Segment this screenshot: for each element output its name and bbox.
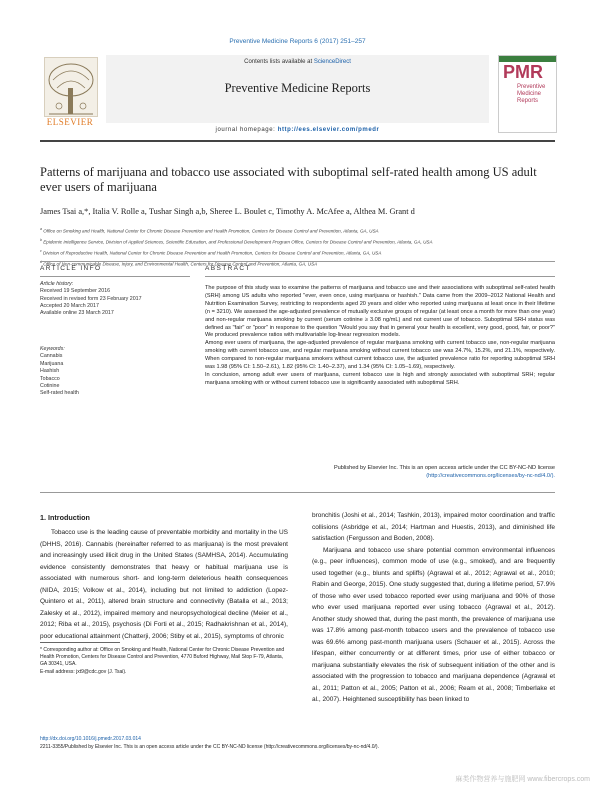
header-rule	[40, 140, 555, 142]
article-title: Patterns of marijuana and tobacco use associated with suboptimal self-rated health among US adult ever users of marijuana	[40, 165, 537, 194]
footer-license: 2211-3355/Published by Elsevier Inc. This is an open access article under the CC BY-NC-ND license (http://creativecommons.org/licenses/by-nc-nd/4.0/).	[40, 744, 379, 750]
cover-logo: PMR	[503, 62, 543, 82]
contents-prefix: Contents lists available at	[244, 59, 314, 65]
elsevier-logo[interactable]	[40, 55, 100, 131]
journal-header-box	[106, 55, 489, 123]
affiliation-mark: d	[40, 260, 42, 265]
keywords-list	[40, 346, 190, 398]
author-list: James Tsai a,*, Italia V. Rolle a, Tushar Singh a,b, Sheree L. Boulet c, Timothy A. McAfee a, Althea M. Grant d	[40, 207, 415, 216]
affiliation-mark: b	[40, 238, 42, 243]
cover-title-line: Medicine	[517, 91, 542, 97]
affiliation-text: Office of Non-communicable Disease, Injury, and Environmental Health, Centers for Disease Control and Prevention, Atlanta, GA, USA	[43, 261, 318, 267]
body-rule	[40, 492, 555, 493]
homepage-prefix: journal homepage:	[215, 127, 278, 133]
cover-title-line: Reports	[517, 98, 539, 104]
affiliation-mark: c	[40, 249, 42, 254]
history-heading: Article history:	[40, 281, 74, 287]
history-item: Received 19 September 2016	[40, 288, 111, 295]
journal-header	[40, 55, 555, 135]
keywords-heading: Keywords:	[40, 346, 65, 352]
page-footer	[40, 735, 555, 751]
cover-title-line: Preventive	[517, 84, 546, 90]
homepage-line	[106, 127, 489, 133]
body-column-right	[312, 510, 555, 706]
article-info-rule	[40, 276, 190, 277]
cover-title	[517, 84, 545, 105]
body-paragraph: Marijuana and tobacco use share potential common environmental influences (e.g., peer influences), common mode of use (e.g., smoked), and are frequently used together (e.g., blunts and spliffs) (Agrawal et al., 2012; Agrawal et al., 2010; Rabin and George, 2015). One study suggested that, during a lifetime period, 57.9% of those who ever used tobacco reported ever using marijuana and 90% of those who ever used marijuana reported ever using tobacco (Agrawal et al., 2012). Another study showed that, during the past month, the prevalence of marijuana use was 17.8% among past-month tobacco users and the prevalence of tobacco use was 69.6% among past-month marijuana users (Schauer et al., 2015). Across the lifespan, either concurrently or at different times, prior use of either tobacco or marijuana substantially elevates the risk of subsequent initiation of the other and is associated with the progression to tobacco and marijuana dependence (Agrawal et al., 2011; Patton et al., 2005; Patton et al., 2006; Ream et al., 2008; Timberlake et al., 2007). Heightened susceptibility has been linked to	[312, 546, 555, 703]
article-history	[40, 281, 190, 317]
keyword-item: Cotinine	[40, 383, 60, 390]
affiliation-text: Epidemic Intelligence Service, Division of Applied Sciences, Scientific Education, and Professional Development Program Office, Centers for Disease Control and Prevention, Atlanta, GA, USA	[43, 239, 433, 245]
corresponding-author-footnote	[40, 647, 288, 676]
affiliation-item	[40, 225, 555, 236]
abstract-paragraph: The purpose of this study was to examine the patterns of marijuana and tobacco use and their associations with suboptimal self-rated health (SRH) among US adults who reported "ever, even once, using marijuana or hashish." Data came from the 2009–2012 National Health and Nutrition Examination Survey, restricting to respondents aged 20 years and older who reported using marijuana at least once in their lifetime (n = 3210). We assessed the age-adjusted prevalence of mutually exclusive groups of regular (at least once a month for more than one year) and non-regular marijuana smoking by current (serum cotinine ≥ 3.08 ng/mL) and not current use of tobacco. Suboptimal SRH status was defined as "fair" or "poor" in response to the question "Would you say that in general your health is excellent, very good, good, fair, or poor?" We produced prevalence ratios with multivariable log-linear regression models.	[205, 285, 555, 339]
article-info-heading: ARTICLE INFO	[40, 265, 102, 272]
body-paragraph: Tobacco use is the leading cause of preventable morbidity and mortality in the US (DHHS, 2016). Cannabis (hereinafter referred to as marijuana) is the most prevalent and increasingly used illicit drug in the United States (SAMHSA, 2014). Accumulating evidence consistently demonstrates that heavy or habitual marijuana use is associated with numerous short- and long-term deleterious health consequences (NIDA, 2015; Volkow et al., 2014), including but not limited to addiction (Lopez-Quintero et al., 2011), altered brain structure and connectivity (Batalla et al., 2013; Zalesky et al., 2012), impaired memory and neuropsychological decline (Meier et al., 2012; Riba et al., 2015), psychosis (Di Forti et al., 2015; Radhakrishnan et al., 2014), poor educational attainment (Chatterji, 2006; Stiby et al., 2015), symptoms of chronic	[40, 529, 288, 640]
history-item: Received in revised form 23 February 2017	[40, 295, 142, 302]
footnote-email: E-mail address: jxt9@cdc.gov (J. Tsai).	[40, 668, 127, 675]
abstract-heading: ABSTRACT	[205, 265, 251, 272]
affiliation-text: Office on Smoking and Health, National Center for Chronic Disease Prevention and Health Promotion, Centers for Disease Control and Prevention, Atlanta, GA, USA	[43, 228, 379, 234]
affiliation-mark: a	[40, 227, 42, 231]
keyword-item: Marijuana	[40, 360, 64, 367]
abstract-body	[205, 285, 555, 388]
abstract-paragraph: Among ever users of marijuana, the age-adjusted prevalence of regular marijuana smoking with current tobacco use, non-regular marijuana smoking with current tobacco use, and regular marijuana smoking without current tobacco use was 24.7%, 15.2%, and 21.1%, respectively. When compared to non-regular marijuana smokers without current tobacco use, the adjusted prevalence ratio for reporting suboptimal SRH was 1.98 (95% CI: 1.50–2.61), 1.82 (95% CI: 1.40–2.37), and 1.34 (95% CI: 1.05–1.69), respectively.	[205, 340, 555, 371]
license-statement: Published by Elsevier Inc. This is an open access article under the CC BY-NC-ND license	[333, 465, 555, 471]
site-watermark: 麻类作物营养与施肥网 www.fibercrops.com	[455, 776, 590, 783]
history-item: Accepted 20 March 2017	[40, 302, 99, 309]
affiliation-list	[40, 225, 555, 270]
keyword-item: Hashish	[40, 368, 60, 375]
keyword-item: Cannabis	[40, 353, 63, 360]
elsevier-tree-icon	[44, 57, 98, 117]
affiliation-item	[40, 247, 555, 258]
body-paragraph: bronchitis (Joshi et al., 2014; Tashkin, 2013), impaired motor coordination and traffic collisions (Asbridge et al., 2014; Hartman and Huestis, 2013), and diminished life satisfaction (Fergusson and Boden, 2008).	[312, 512, 555, 542]
contents-line	[106, 59, 489, 65]
journal-reference[interactable]: Preventive Medicine Reports 6 (2017) 251–257	[229, 38, 366, 45]
elsevier-wordmark: ELSEVIER	[46, 117, 94, 127]
doi-link[interactable]: http://dx.doi.org/10.1016/j.pmedr.2017.03.014	[40, 736, 141, 742]
affiliation-item	[40, 236, 555, 247]
homepage-link[interactable]: http://ees.elsevier.com/pmedr	[277, 127, 380, 133]
journal-cover-thumbnail[interactable]	[498, 55, 557, 133]
footnote-rule	[40, 642, 120, 643]
publisher-note	[205, 465, 555, 481]
license-link[interactable]: (http://creativecommons.org/licenses/by-nc-nd/4.0/).	[426, 472, 555, 479]
affiliation-text: Division of Reproductive Health, National Center for Chronic Disease Prevention and Health Promotion, Centers for Disease Control and Prevention, Atlanta, GA, USA	[43, 250, 382, 256]
keyword-item: Tobacco	[40, 375, 60, 382]
abstract-paragraph: In conclusion, among adult ever users of marijuana, current tobacco use is high and strongly associated with suboptimal SRH; regular marijuana smoking with or without current tobacco use is significantly associated with suboptimal SRH.	[205, 371, 555, 386]
abstract-rule	[205, 276, 555, 277]
history-item: Available online 23 March 2017	[40, 310, 114, 317]
keyword-item: Self-rated health	[40, 390, 79, 397]
sciencedirect-link[interactable]: ScienceDirect	[313, 59, 351, 65]
footnote-address: * Corresponding author at: Office on Smoking and Health, National Center for Chronic Disease Prevention and Health Promotion, Centers for Disease Control and Prevention, 4770 Buford Highway, Mail Stop F-79, Atlanta, GA 30341, USA.	[40, 647, 285, 668]
body-column-left	[40, 527, 288, 642]
journal-title[interactable]: Preventive Medicine Reports	[224, 81, 371, 95]
section-heading-introduction: 1. Introduction	[40, 513, 90, 522]
